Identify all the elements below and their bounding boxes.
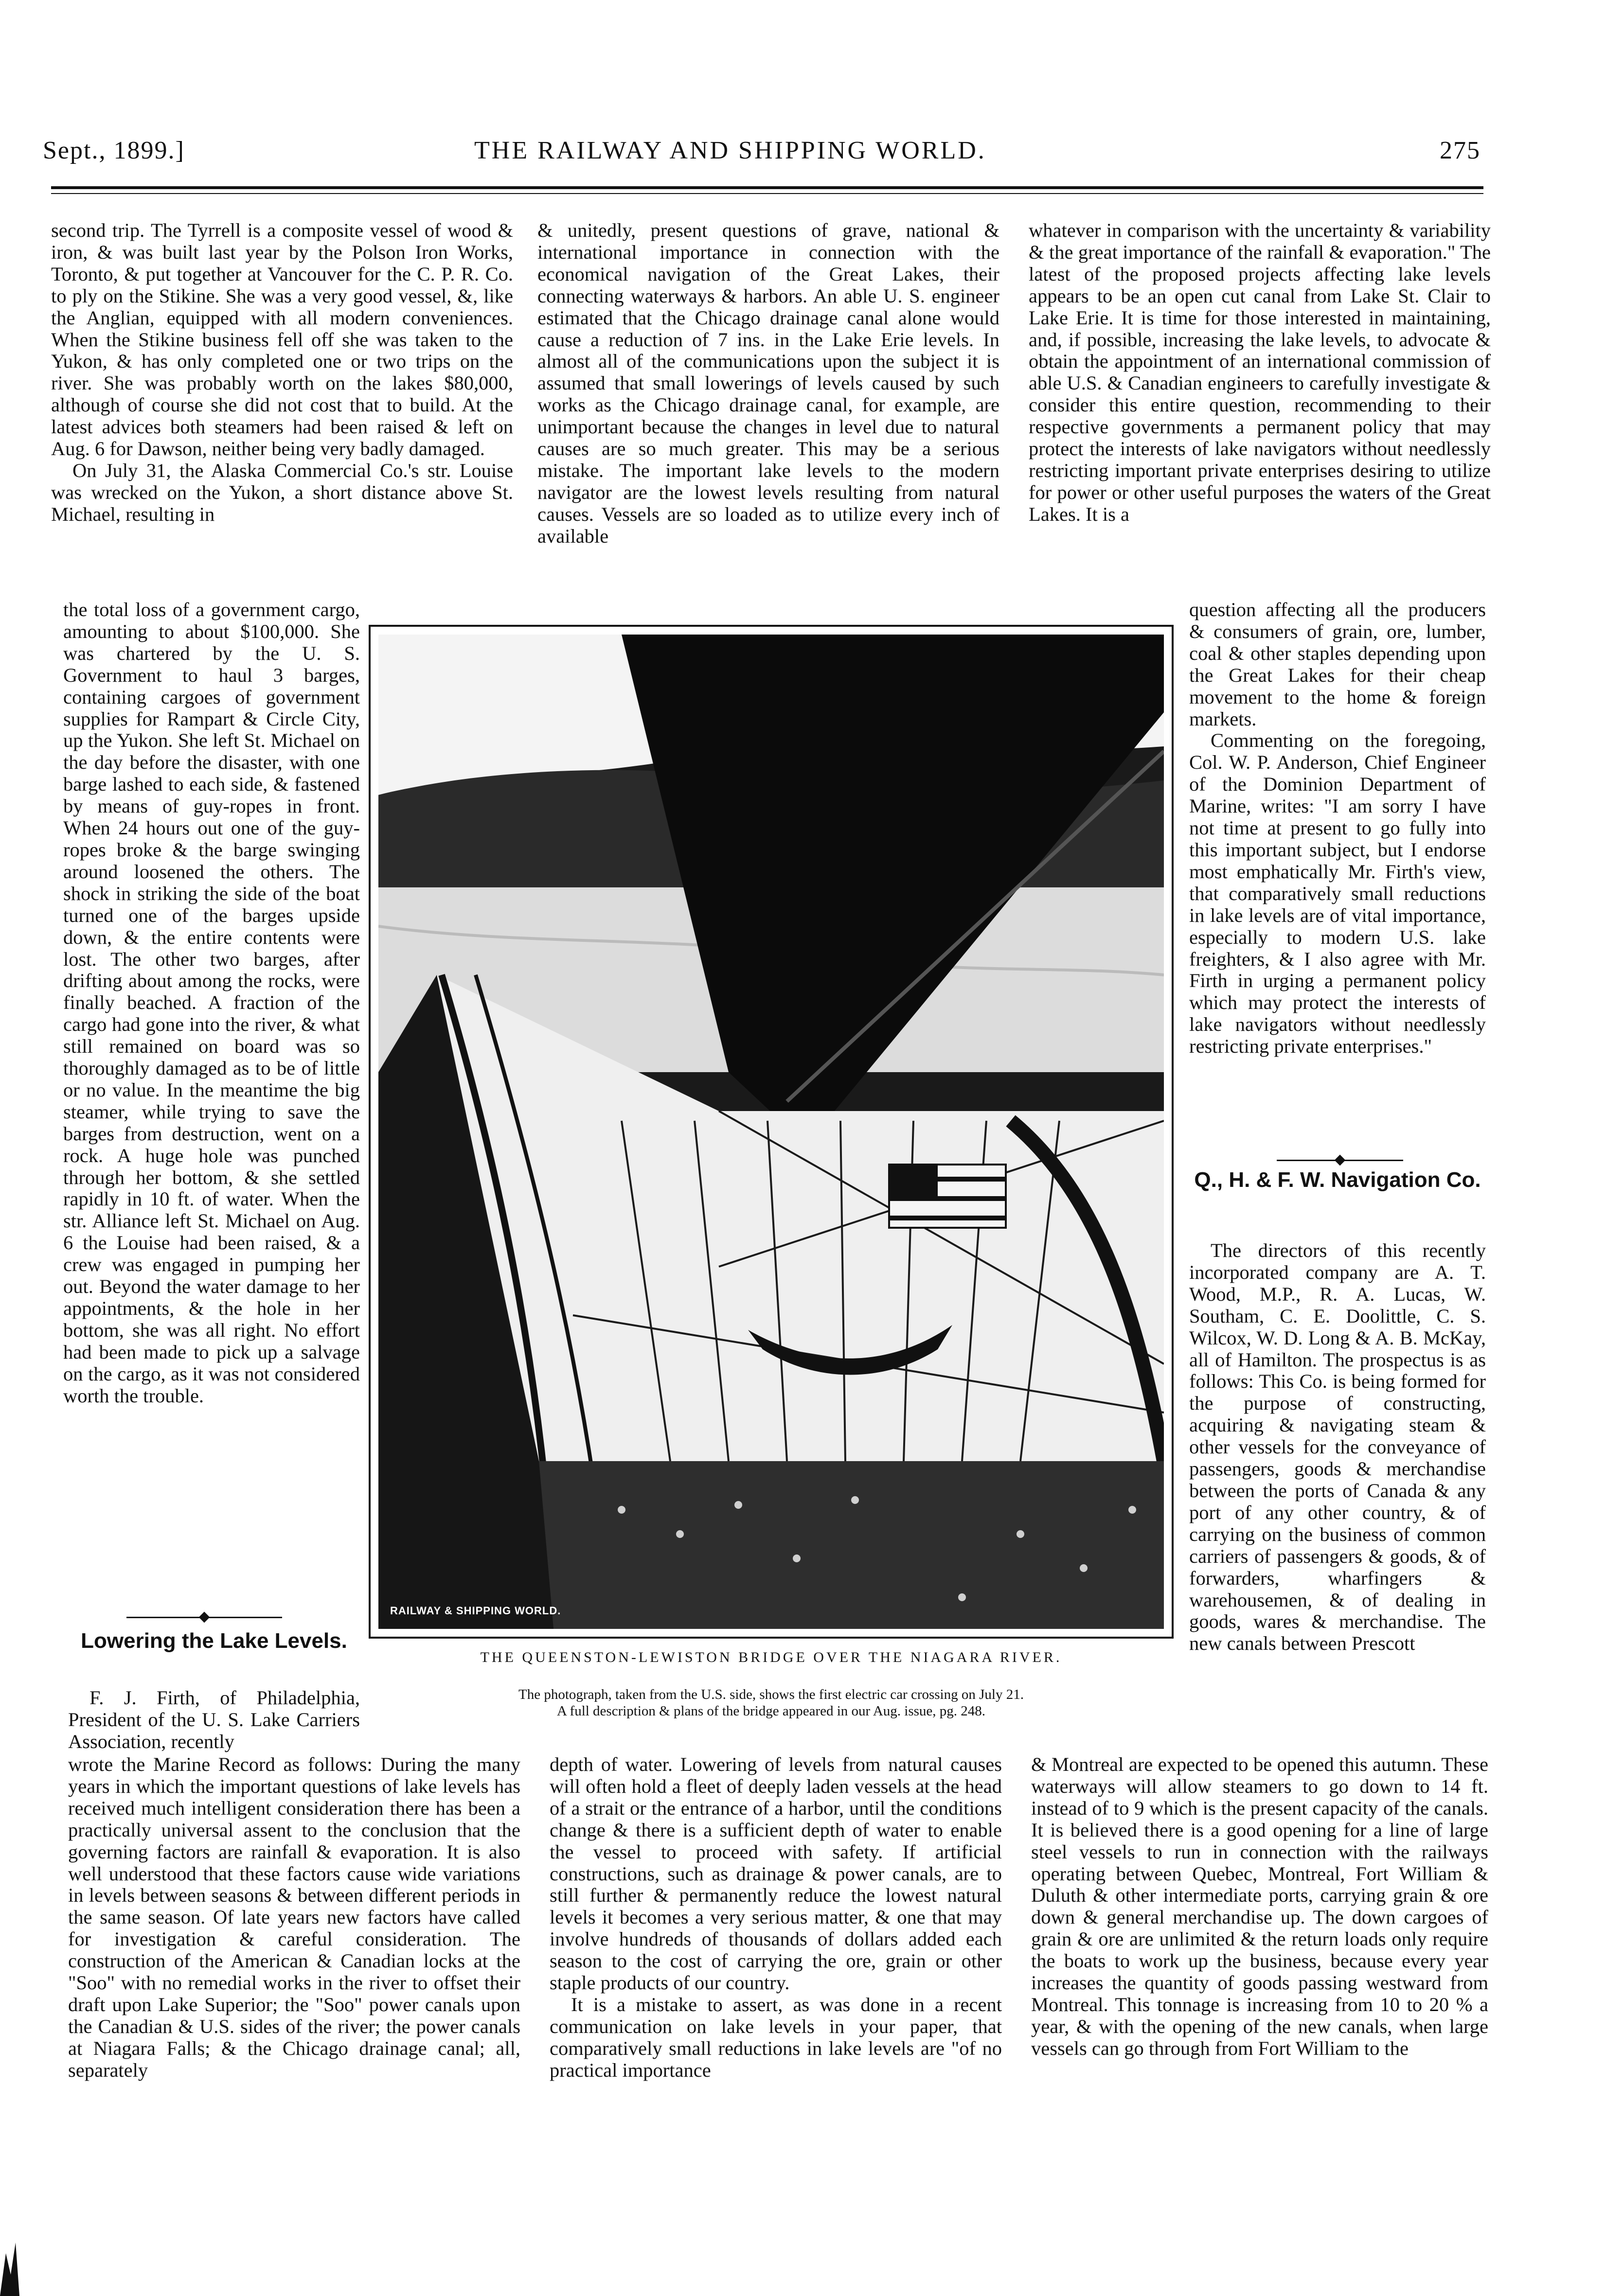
- header-rule-thin: [51, 193, 1483, 194]
- column-2-top: [537, 220, 999, 548]
- page-number: 275: [1440, 137, 1481, 164]
- heading-navigation-co: Q., H. & F. W. Navigation Co.: [1194, 1168, 1481, 1192]
- photo-caption: [369, 1686, 1174, 1719]
- paragraph-montreal: & Montreal are expected to be opened this autumn. These waterways will allow steamers to go down to 14 ft. instead of to 9 which is the present capacity of the canals. It is believed there is a good opening for a line of large steel vessels to run in connection with the railways operating between Quebec, Montreal, Fort William & Duluth & other intermediate ports, carrying grain & ore down & general merchandise up. The down cargoes of grain & ore are unlimited & the return loads only require the boats to work up the business, because every year increases the quantity of goods passing westward from Montreal. This tonnage is increasing from 10 to 20 % a year, & with the opening of the new canals, when large vessels can go through from Fort William to the: [1031, 1753, 1488, 2059]
- paragraph-firth-cont: wrote the Marine Record as follows: During the many years in which the important questions of lake levels has received much intelligent consideration there has been a practically universal assent to the conclusion that the governing factors are rainfall & evaporation. It is also well understood that these factors cause wide variations in levels between seasons & between different periods in the same season. Of late years new factors have called for investigation & careful consideration. The construction of the American & Canadian locks at the "Soo" with no remedial works in the river to offset their draft upon Lake Superior; the "Soo" power canals upon the Canadian & U.S. sides of the river; the power canals at Niagara Falls; & the Chicago drainage canal; all, separately: [68, 1753, 520, 2081]
- publication-title: THE RAILWAY AND SHIPPING WORLD.: [474, 137, 986, 164]
- paragraph-tyrrell: second trip. The Tyrrell is a composite vessel of wood & iron, & was built last year by the Polson Iron Works, Toronto, & put together at Vancouver for the C. P. R. Co. to ply on the Stikine. She was a very good vessel, &, like the Anglian, equipped with all modern conveniences. When the Stikine business fell off she was taken to the Yukon, & has only completed one or two trips on the river. She was probably worth on the lakes $80,000, although of course she did not cost that to build. At the latest advices both steamers had been raised & left on Aug. 6 for Dawson, neither being very badly damaged.: [51, 219, 513, 460]
- section-ornament-2: [1277, 1160, 1403, 1161]
- bridge-photograph: [369, 625, 1174, 1639]
- column-1-firth-narrow: [68, 1687, 360, 1753]
- column-3-navigation: [1189, 1240, 1486, 1655]
- paragraph-anderson: Commenting on the foregoing, Col. W. P. Anderson, Chief Engineer of the Dominion Department of Marine, writes: "I am sorry I have not time at present to go fully into this important subject, but I endorse most emphatically Mr. Firth's view, that comparatively small reductions in lake levels are of vital importance, especially to modern U.S. lake freighters, & I also agree with Mr. Firth in urging a permanent policy which may protect the interests of lake navigators without needlessly restricting private enterprises.": [1189, 729, 1486, 1058]
- photo-watermark: RAILWAY & SHIPPING WORLD.: [390, 1605, 561, 1617]
- column-1-top: [51, 220, 513, 526]
- section-ornament: [126, 1617, 282, 1618]
- paragraph-uncertainty: whatever in comparison with the uncertainty & variability & the great importance of the rainfall & evaporation." The latest of the proposed projects affecting lake levels appears to be an open cut canal from Lake St. Clair to Lake Erie. It is time for those interested in maintaining, and, if possible, increasing the lake levels, to advocate & obtain the appointment of an international commission of able U.S. & Canadian engineers to carefully investigate & consider this entire question, recommending to their respective governments a permanent policy that may protect the interests of lake navigators without needlessly restricting important private enterprises desiring to utilize for power or other useful purposes the waters of the Great Lakes. It is a: [1029, 219, 1491, 525]
- heading-lake-levels: Lowering the Lake Levels.: [81, 1629, 347, 1653]
- paragraph-mistake: It is a mistake to assert, as was done in a recent communication on lake levels in your paper, that comparatively small reductions in lake levels are "of no practical importance: [550, 1993, 1002, 2081]
- column-2-bottom: [550, 1754, 1002, 2082]
- column-3-narrow: [1189, 599, 1486, 1058]
- paragraph-directors: The directors of this recently incorporated company are A. T. Wood, M.P., R. A. Lucas, W. Southam, C. E. Doolittle, C. S. Wilcox, W. D. Long & A. B. McKay, all of Hamilton. The prospectus is as follows: This Co. is being formed for the purpose of constructing, acquiring & navigating steam & other vessels for the conveyance of passengers, goods & merchandise between the ports of Canada & any port of any other country, & of carrying on the business of common carriers of passengers & goods, & of forwarders, wharfingers & warehousemen, & of dealing in goods, wares & merchandise. The new canals between Prescott: [1189, 1239, 1486, 1655]
- paragraph-firth-start: F. J. Firth, of Philadelphia, President of the U. S. Lake Carriers Association, recently: [68, 1687, 360, 1752]
- column-1-narrow: [63, 599, 360, 1407]
- bridge-illustration: [378, 635, 1164, 1629]
- header-rule: [51, 186, 1483, 189]
- paragraph-grain-ore: question affecting all the producers & consumers of grain, ore, lumber, coal & other staples depending upon the Great Lakes for their cheap movement to the home & foreign markets.: [1189, 599, 1486, 730]
- scan-edge-mark: [0, 2243, 19, 2296]
- photo-caption-line-1: The photograph, taken from the U.S. side, shows the first electric car crossing on July 21.: [518, 1687, 1024, 1702]
- paragraph-grave-questions: & unitedly, present questions of grave, national & international importance in connection with the economical navigation of the Great Lakes, their connecting waterways & harbors. An able U. S. engineer estimated that the Chicago drainage canal alone would cause a reduction of 7 ins. in the Lake Erie levels. In almost all of the communications upon the subject it is assumed that small lowerings of levels caused by such works as the Chicago drainage canal, for example, are unimportant because the changes in level due to natural causes are so much greater. This may be a serious mistake. The important lake levels to the modern navigator are the lowest levels resulting from natural causes. Vessels are so loaded as to utilize every inch of available: [537, 219, 999, 547]
- photo-caption-title: THE QUEENSTON-LEWISTON BRIDGE OVER THE NIAGARA RIVER.: [480, 1649, 1062, 1665]
- paragraph-depth-of-water: depth of water. Lowering of levels from natural causes will often hold a fleet of deeply laden vessels at the head of a strait or the entrance of a harbor, until the conditions change & there is a sufficient depth of water to enable the vessel to proceed with safety. If artificial constructions, such as drainage & power canals, are to still further & permanently reduce the lowest natural levels it becomes a very serious matter, & one that may involve hundreds of thousands of dollars added each season to the cost of carrying the ore, grain or other staple products of our country.: [550, 1753, 1002, 1994]
- photo-caption-line-2: A full description & plans of the bridge appeared in our Aug. issue, pg. 248.: [556, 1703, 986, 1719]
- issue-date: Sept., 1899.]: [43, 137, 185, 164]
- column-3-top: [1029, 220, 1491, 526]
- column-1-bottom: [68, 1754, 520, 2082]
- paragraph-louise-start: On July 31, the Alaska Commercial Co.'s str. Louise was wrecked on the Yukon, a short distance above St. Michael, resulting in: [51, 459, 513, 525]
- paragraph-louise-cont: the total loss of a government cargo, amounting to about $100,000. She was chartered by the U. S. Government to haul 3 barges, containing cargoes of government supplies for Rampart & Circle City, up the Yukon. She left St. Michael on the day before the disaster, with one barge lashed to each side, & fastened by means of guy-ropes in front. When 24 hours out one of the guy-ropes broke & the barge swinging around loosened the others. The shock in striking the side of the boat turned one of the barges upside down, & the entire contents were lost. The other two barges, after drifting about among the rocks, were finally beached. A fraction of the cargo had gone into the river, & what still remained on board was so thoroughly damaged as to be of little or no value. In the meantime the big steamer, while trying to save the barges from destruction, went on a rock. A huge hole was punched through her bottom, & she settled rapidly in 10 ft. of water. When the str. Alliance left St. Michael on Aug. 6 the Louise had been raised, & a crew was engaged in pumping her out. Beyond the water damage to her appointments, & the hole in her bottom, she was all right. No effort had been made to pick up a salvage on the cargo, as it was not considered worth the trouble.: [63, 599, 360, 1407]
- page-header: [0, 131, 1606, 175]
- column-3-bottom: [1031, 1754, 1488, 2060]
